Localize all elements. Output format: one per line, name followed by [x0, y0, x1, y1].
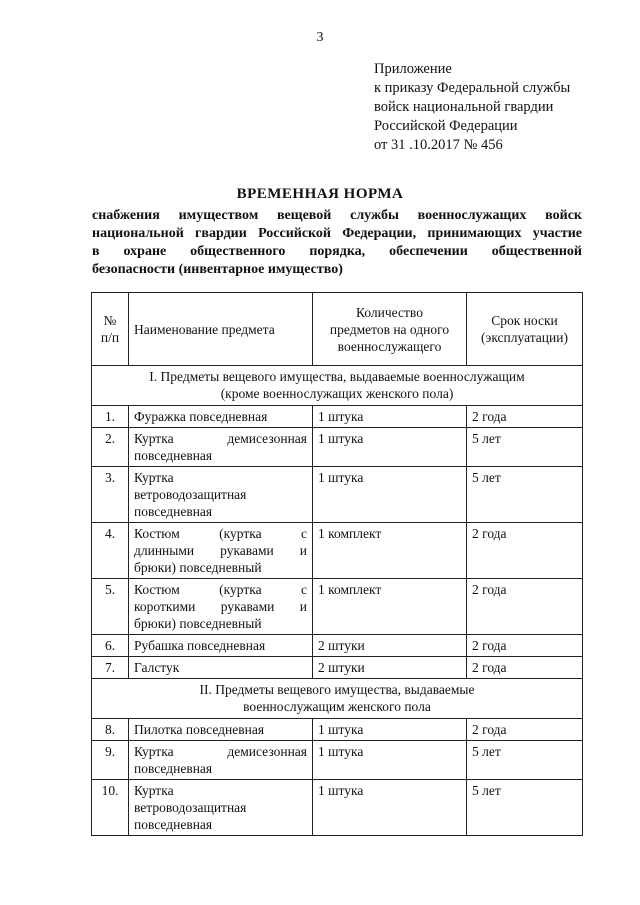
row-num: 2.	[92, 428, 129, 467]
row-term: 2 года	[467, 579, 583, 635]
table-row	[92, 780, 583, 836]
subtitle-line: национальной гвардии Российской Федерации, принимающих участие	[92, 226, 582, 241]
row-quantity: 2 штуки	[313, 657, 467, 679]
row-name: Куртка ветроводозащитная повседневная	[129, 780, 313, 836]
row-term: 5 лет	[467, 780, 583, 836]
row-num: 5.	[92, 579, 129, 635]
section-row	[92, 679, 583, 719]
row-quantity: 1 штука	[313, 741, 467, 780]
header-quantity: Количество предметов на одного военнослужащего	[313, 293, 467, 366]
appendix-line: к приказу Федеральной службы	[374, 80, 571, 96]
row-name: Рубашка повседневная	[129, 635, 313, 657]
row-name: Куртка демисезонная повседневная	[129, 428, 313, 467]
row-name: Фуражка повседневная	[129, 406, 313, 428]
appendix-order-line: от 31 .10.2017 № 456	[374, 137, 503, 153]
appendix-line: Российской Федерации	[374, 118, 518, 134]
row-term: 5 лет	[467, 741, 583, 780]
row-quantity: 2 штуки	[313, 635, 467, 657]
table-row	[92, 635, 583, 657]
section-heading: II. Предметы вещевого имущества, выдаваемые военнослужащим женского пола	[92, 679, 583, 719]
table-row	[92, 579, 583, 635]
row-name: Галстук	[129, 657, 313, 679]
row-num: 6.	[92, 635, 129, 657]
row-term: 2 года	[467, 719, 583, 741]
row-num: 3.	[92, 467, 129, 523]
row-quantity: 1 штука	[313, 780, 467, 836]
document-title: ВРЕМЕННАЯ НОРМА	[236, 186, 404, 202]
header-num: № п/п	[92, 293, 129, 366]
row-num: 4.	[92, 523, 129, 579]
subtitle-line: безопасности (инвентарное имущество)	[92, 262, 343, 277]
header-term: Срок носки (эксплуатации)	[467, 293, 583, 366]
table-row	[92, 523, 583, 579]
subtitle-line: в охране общественного порядка, обеспечении общественной	[92, 244, 582, 259]
row-num: 9.	[92, 741, 129, 780]
row-quantity: 1 штука	[313, 467, 467, 523]
row-term: 2 года	[467, 406, 583, 428]
section-heading: I. Предметы вещевого имущества, выдаваемые военнослужащим (кроме военнослужащих женского пола)	[92, 366, 583, 406]
table-row	[92, 657, 583, 679]
row-quantity: 1 штука	[313, 406, 467, 428]
row-quantity: 1 штука	[313, 428, 467, 467]
table-row	[92, 719, 583, 741]
row-num: 1.	[92, 406, 129, 428]
row-quantity: 1 комплект	[313, 523, 467, 579]
appendix-line: войск национальной гвардии	[374, 99, 554, 115]
table-row	[92, 428, 583, 467]
page-number: 3	[316, 30, 324, 45]
row-term: 5 лет	[467, 467, 583, 523]
row-num: 10.	[92, 780, 129, 836]
table-row	[92, 741, 583, 780]
table-header-row	[92, 293, 583, 366]
row-term: 2 года	[467, 523, 583, 579]
row-term: 2 года	[467, 657, 583, 679]
row-quantity: 1 комплект	[313, 579, 467, 635]
row-term: 2 года	[467, 635, 583, 657]
row-name: Куртка демисезонная повседневная	[129, 741, 313, 780]
document-subtitle	[92, 207, 582, 279]
header-name: Наименование предмета	[129, 293, 313, 366]
row-quantity: 1 штука	[313, 719, 467, 741]
section-row	[92, 366, 583, 406]
row-num: 7.	[92, 657, 129, 679]
appendix-block	[374, 60, 604, 155]
table-row	[92, 467, 583, 523]
norm-table	[91, 292, 583, 836]
row-name: Костюм (куртка с длинными рукавами и брюки) повседневный	[129, 523, 313, 579]
table-row	[92, 406, 583, 428]
row-name: Куртка ветроводозащитная повседневная	[129, 467, 313, 523]
row-name: Костюм (куртка с короткими рукавами и брюки) повседневный	[129, 579, 313, 635]
row-name: Пилотка повседневная	[129, 719, 313, 741]
row-term: 5 лет	[467, 428, 583, 467]
row-num: 8.	[92, 719, 129, 741]
subtitle-line: снабжения имуществом вещевой службы военнослужащих войск	[92, 208, 582, 223]
appendix-line: Приложение	[374, 61, 452, 77]
